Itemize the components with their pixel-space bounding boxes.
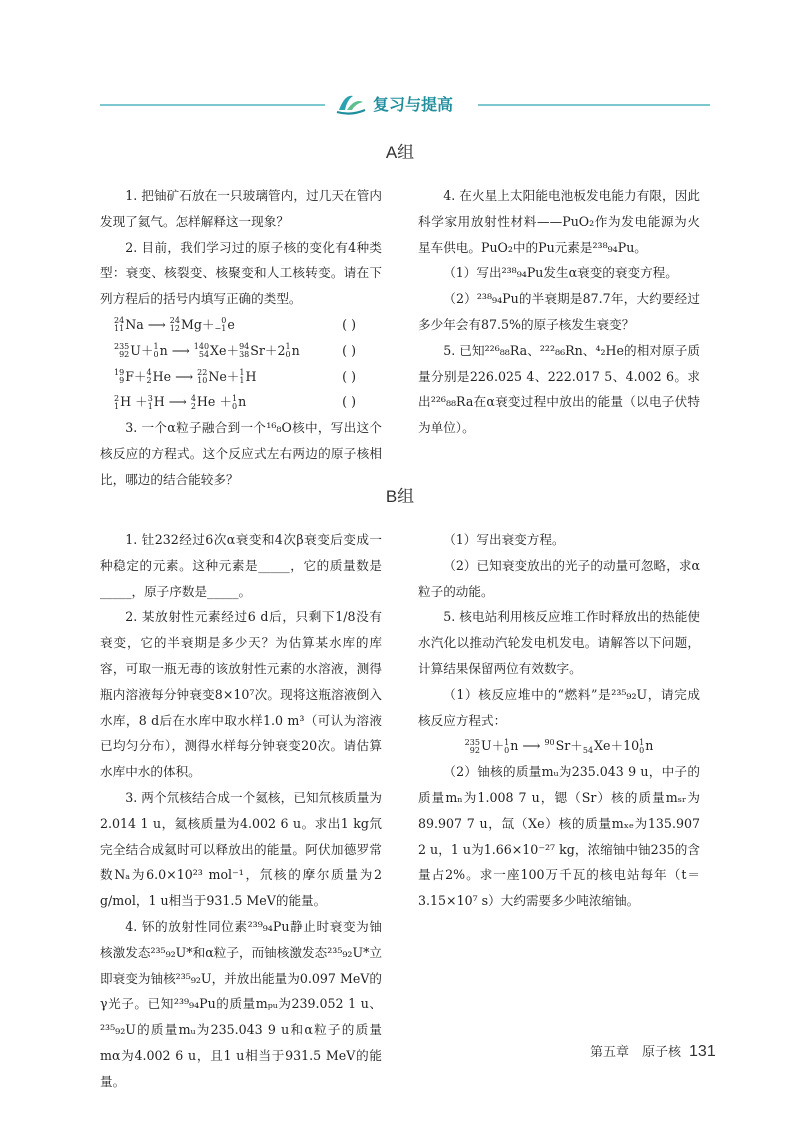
a-q4-part2: （2）²³⁸₉₄Pu的半衰期是87.7年，大约要经过多少年会有87.5%的原子核发生衰变？ (418, 291, 700, 332)
answer-bracket[interactable]: ( ) (342, 316, 356, 332)
group-a-right-column (418, 183, 700, 441)
a-q2-equation-1: 24 11 Na ⟶ 24 12 Mg＋ 0 −1 e ( ) (100, 312, 382, 338)
a-q2-intro: 2. 目前，我们学习过的原子核的变化有4种类型：衰变、核裂变、核聚变和人工核转变。请在下列方程后的括号内填写正确的类型。 (100, 239, 382, 307)
b-q5-intro: 5. 核电站利用核反应堆工作时释放出的热能使水汽化以推动汽轮发电机发电。请解答以下问题，计算结果保留两位有效数字。 (418, 609, 700, 676)
header-rule-left (100, 104, 325, 106)
group-a-left-column (100, 183, 382, 493)
page-footer (590, 1041, 716, 1061)
answer-bracket[interactable]: ( ) (342, 342, 356, 358)
a-q1: 1. 把铀矿石放在一只玻璃管内，过几天在管内发现了氦气。怎样解释这一现象？ (100, 188, 382, 229)
b-q4-part1: （1）写出衰变方程。 (443, 532, 565, 547)
answer-bracket[interactable]: ( ) (342, 394, 356, 410)
leaf-swoosh-icon (335, 90, 367, 116)
group-b-title: B组 (385, 487, 415, 506)
chapter-label: 第五章 原子核 (590, 1044, 682, 1059)
header-rule-right (478, 104, 710, 106)
b-q5-part1: （1）核反应堆中的“燃料”是²³⁵₉₂U，请完成核反应方程式： (418, 686, 700, 728)
page-number: 131 (689, 1043, 716, 1060)
group-b-left-column (100, 527, 382, 1095)
b-q1: 1. 钍232经过6次α衰变和4次β衰变后变成一种稳定的元素。这种元素是_____，它的质量数是_____，原子序数是_____。 (100, 532, 382, 599)
a-q3: 3. 一个α粒子融合到一个¹⁶₈O核中，写出这个核反应的方程式。这个反应式左右两边的原子核相比，哪边的结合能较多？ (100, 420, 382, 487)
b-q2: 2. 某放射性元素经过6 d后，只剩下1/8没有衰变，它的半衰期是多少天？为估算某水库的库容，可取一瓶无毒的该放射性元素的水溶液，测得瓶内溶液每分钟衰变8×10⁷次。现将这瓶溶液倒入水库，8 d后在水库中取水样1.0 m³（可认为溶液已均匀分布），测得水样每分钟衰变20次。请估算水库中水的体积。 (100, 609, 382, 780)
b-q5-part2: （2）铀核的质量mᵤ为235.043 9 u，中子的质量mₙ为1.008 7 u，锶（Sr）核的质量mₛᵣ为89.907 7 u，氙（Xe）核的质量mₓₑ为135.907 2 u，1 u为1.66×10⁻²⁷ kg，浓缩铀中铀235的含量占2%。求一座100万千瓦的核电站每年（t＝3.15×10⁷ s）大约需要多少吨浓缩铀。 (418, 764, 700, 909)
a-q2-equation-2: 235 92 U＋ 1 0 n ⟶ 140 54 Xe＋ 94 38 Sr＋2 1 0 n ( ) (100, 338, 382, 364)
group-b-right-column (418, 527, 700, 914)
a-q4-part1: （1）写出²³⁸₉₄Pu发生α衰变的衰变方程。 (443, 265, 678, 281)
answer-bracket[interactable]: ( ) (342, 368, 356, 384)
b-q5-equation: 235 92 U＋ 1 0 n ⟶ 90 Sr＋ 54 Xe＋10 1 0 n (464, 737, 654, 755)
b-q4-part2: （2）已知衰变放出的光子的动量可忽略，求α粒子的动能。 (418, 557, 700, 599)
group-a-title: A组 (385, 143, 415, 162)
a-q2-equation-3: 19 9 F＋ 4 2 He ⟶ 22 10 Ne＋ 1 1 H ( ) (100, 364, 382, 390)
a-q5: 5. 已知²²⁶₈₈Ra、²²²₈₆Rn、⁴₂He的相对原子质量分别是226.025 4、222.017 5、4.002 6。求出²²⁶₈₈Ra在α衰变过程中放出的能量（以电子伏特为单位）。 (418, 342, 700, 436)
section-header-title: 复习与提高 (373, 94, 454, 114)
section-header (335, 88, 475, 118)
b-q4: 4. 钚的放射性同位素²³⁹₉₄Pu静止时衰变为铀核激发态²³⁵₉₂U*和α粒子，而铀核激发态²³⁵₉₂U*立即衰变为铀核²³⁵₉₂U，并放出能量为0.097 MeV的γ光子。已知²³⁹₉₄Pu的质量mₚᵤ为239.052 1 u、²³⁵₉₂U的质量mᵤ为235.043 9 u和α粒子的质量mα为4.002 6 u，且1 u相当于931.5 MeV的能量。 (100, 918, 382, 1089)
a-q2-equation-4: 2 1 H ＋ 3 1 H ⟶ 4 2 He ＋ 1 0 n ( ) (100, 389, 382, 415)
b-q3: 3. 两个氘核结合成一个氦核，已知氘核质量为2.014 1 u，氦核质量为4.002 6 u。求出1 kg氘完全结合成氦时可以释放出的能量。阿伏加德罗常数Nₐ为6.0×10²³ mol⁻¹，氘核的摩尔质量为2 g/mol，1 u相当于931.5 MeV的能量。 (100, 789, 382, 909)
a-q4-intro: 4. 在火星上太阳能电池板发电能力有限，因此科学家用放射性材料——PuO₂作为发电能源为火星车供电。PuO₂中的Pu元素是²³⁸₉₄Pu。 (418, 188, 700, 255)
